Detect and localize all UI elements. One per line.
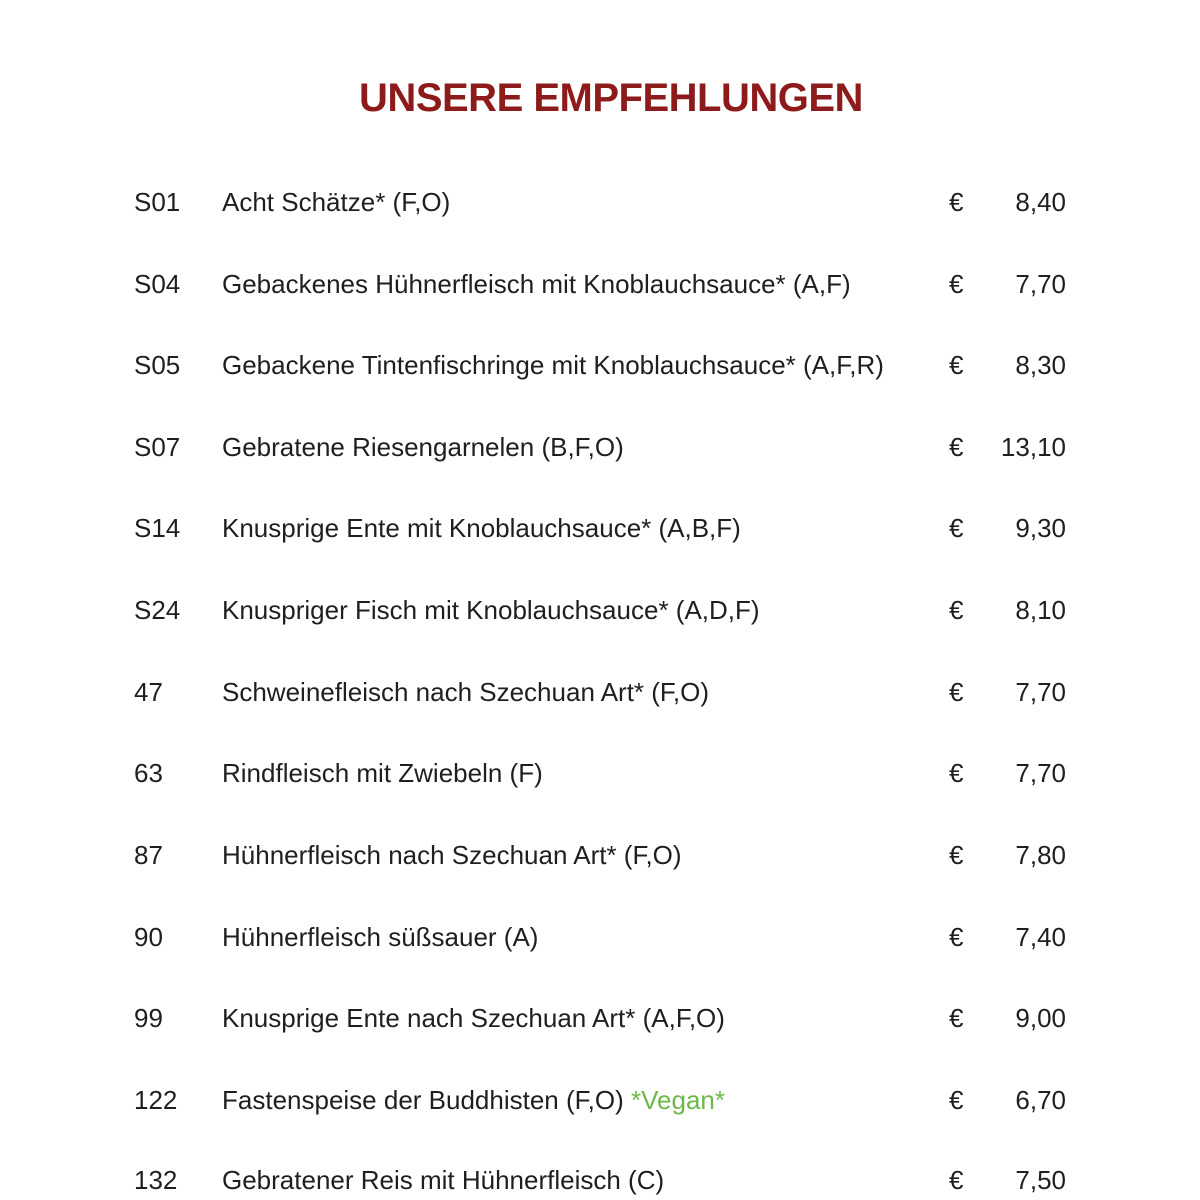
item-price: 9,30 [1015, 513, 1066, 543]
menu-item [0, 345, 1200, 385]
currency-symbol: € [949, 432, 964, 462]
vegan-tag: *Vegan* [631, 1085, 725, 1115]
item-number: 47 [134, 677, 163, 707]
item-name [222, 264, 851, 304]
menu-item [0, 753, 1200, 793]
item-price: 7,80 [1015, 840, 1066, 870]
item-number: S07 [134, 432, 181, 462]
currency-symbol: € [949, 1165, 964, 1195]
menu-item [0, 998, 1200, 1038]
currency-symbol: € [949, 513, 964, 543]
currency-symbol: € [949, 677, 964, 707]
item-name-text: Gebackene Tintenfischringe mit Knoblauchsauce* (A,F,R) [222, 350, 884, 380]
item-name-text: Gebackenes Hühnerfleisch mit Knoblauchsauce* (A,F) [222, 269, 851, 299]
menu-item [0, 182, 1200, 222]
item-name-text: Hühnerfleisch nach Szechuan Art* (F,O) [222, 840, 682, 870]
item-name [222, 672, 709, 712]
item-number: 132 [134, 1165, 178, 1195]
item-number: 90 [134, 922, 163, 952]
item-number: 99 [134, 1003, 163, 1033]
menu-item [0, 508, 1200, 548]
item-name-text: Acht Schätze* (F,O) [222, 187, 451, 217]
item-name [222, 182, 450, 222]
item-number: S14 [134, 513, 181, 543]
item-number: S04 [134, 269, 181, 299]
item-number: S01 [134, 187, 181, 217]
currency-symbol: € [949, 350, 964, 380]
currency-symbol: € [949, 269, 964, 299]
item-name [222, 1160, 664, 1200]
item-price: 8,10 [1015, 595, 1066, 625]
item-number: S05 [134, 350, 181, 380]
item-name [222, 590, 760, 630]
item-name-text: Gebratener Reis mit Hühnerfleisch (C) [222, 1165, 665, 1195]
menu-item [0, 917, 1200, 957]
item-price: 7,70 [1015, 758, 1066, 788]
item-name [222, 753, 543, 793]
item-name [222, 1080, 725, 1120]
currency-symbol: € [949, 840, 964, 870]
item-number: 122 [134, 1085, 178, 1115]
currency-symbol: € [949, 1085, 964, 1115]
item-name-text: Knusprige Ente mit Knoblauchsauce* (A,B,F) [222, 513, 741, 543]
menu-item [0, 835, 1200, 875]
currency-symbol: € [949, 595, 964, 625]
item-name-text: Schweinefleisch nach Szechuan Art* (F,O) [222, 677, 710, 707]
item-name-text: Gebratene Riesengarnelen (B,F,O) [222, 432, 624, 462]
menu-item [0, 427, 1200, 467]
item-price: 8,40 [1015, 187, 1066, 217]
item-name [222, 835, 682, 875]
menu-item [0, 1080, 1200, 1120]
currency-symbol: € [949, 758, 964, 788]
item-name-text: Rindfleisch mit Zwiebeln (F) [222, 758, 543, 788]
menu-item [0, 1160, 1200, 1200]
item-price: 13,10 [1000, 432, 1066, 462]
currency-symbol: € [949, 922, 964, 952]
item-number: 87 [134, 840, 163, 870]
item-price: 8,30 [1015, 350, 1066, 380]
item-name-text: Hühnerfleisch süßsauer (A) [222, 922, 539, 952]
item-price: 6,70 [1015, 1085, 1066, 1115]
menu-item [0, 590, 1200, 630]
page-title: UNSERE EMPFEHLUNGEN [359, 76, 863, 120]
item-name [222, 427, 624, 467]
item-price: 7,70 [1015, 677, 1066, 707]
item-price: 9,00 [1015, 1003, 1066, 1033]
item-number: 63 [134, 758, 163, 788]
item-name-text: Fastenspeise der Buddhisten (F,O) [222, 1085, 624, 1115]
item-name [222, 917, 538, 957]
menu-item [0, 264, 1200, 304]
item-name [222, 508, 741, 548]
item-price: 7,40 [1015, 922, 1066, 952]
menu-item [0, 672, 1200, 712]
item-price: 7,70 [1015, 269, 1066, 299]
item-name-text: Knuspriger Fisch mit Knoblauchsauce* (A,D,F) [222, 595, 760, 625]
item-number: S24 [134, 595, 181, 625]
currency-symbol: € [949, 1003, 964, 1033]
currency-symbol: € [949, 187, 964, 217]
item-name [222, 345, 884, 385]
item-name [222, 998, 725, 1038]
item-price: 7,50 [1015, 1165, 1066, 1195]
item-name-text: Knusprige Ente nach Szechuan Art* (A,F,O) [222, 1003, 725, 1033]
